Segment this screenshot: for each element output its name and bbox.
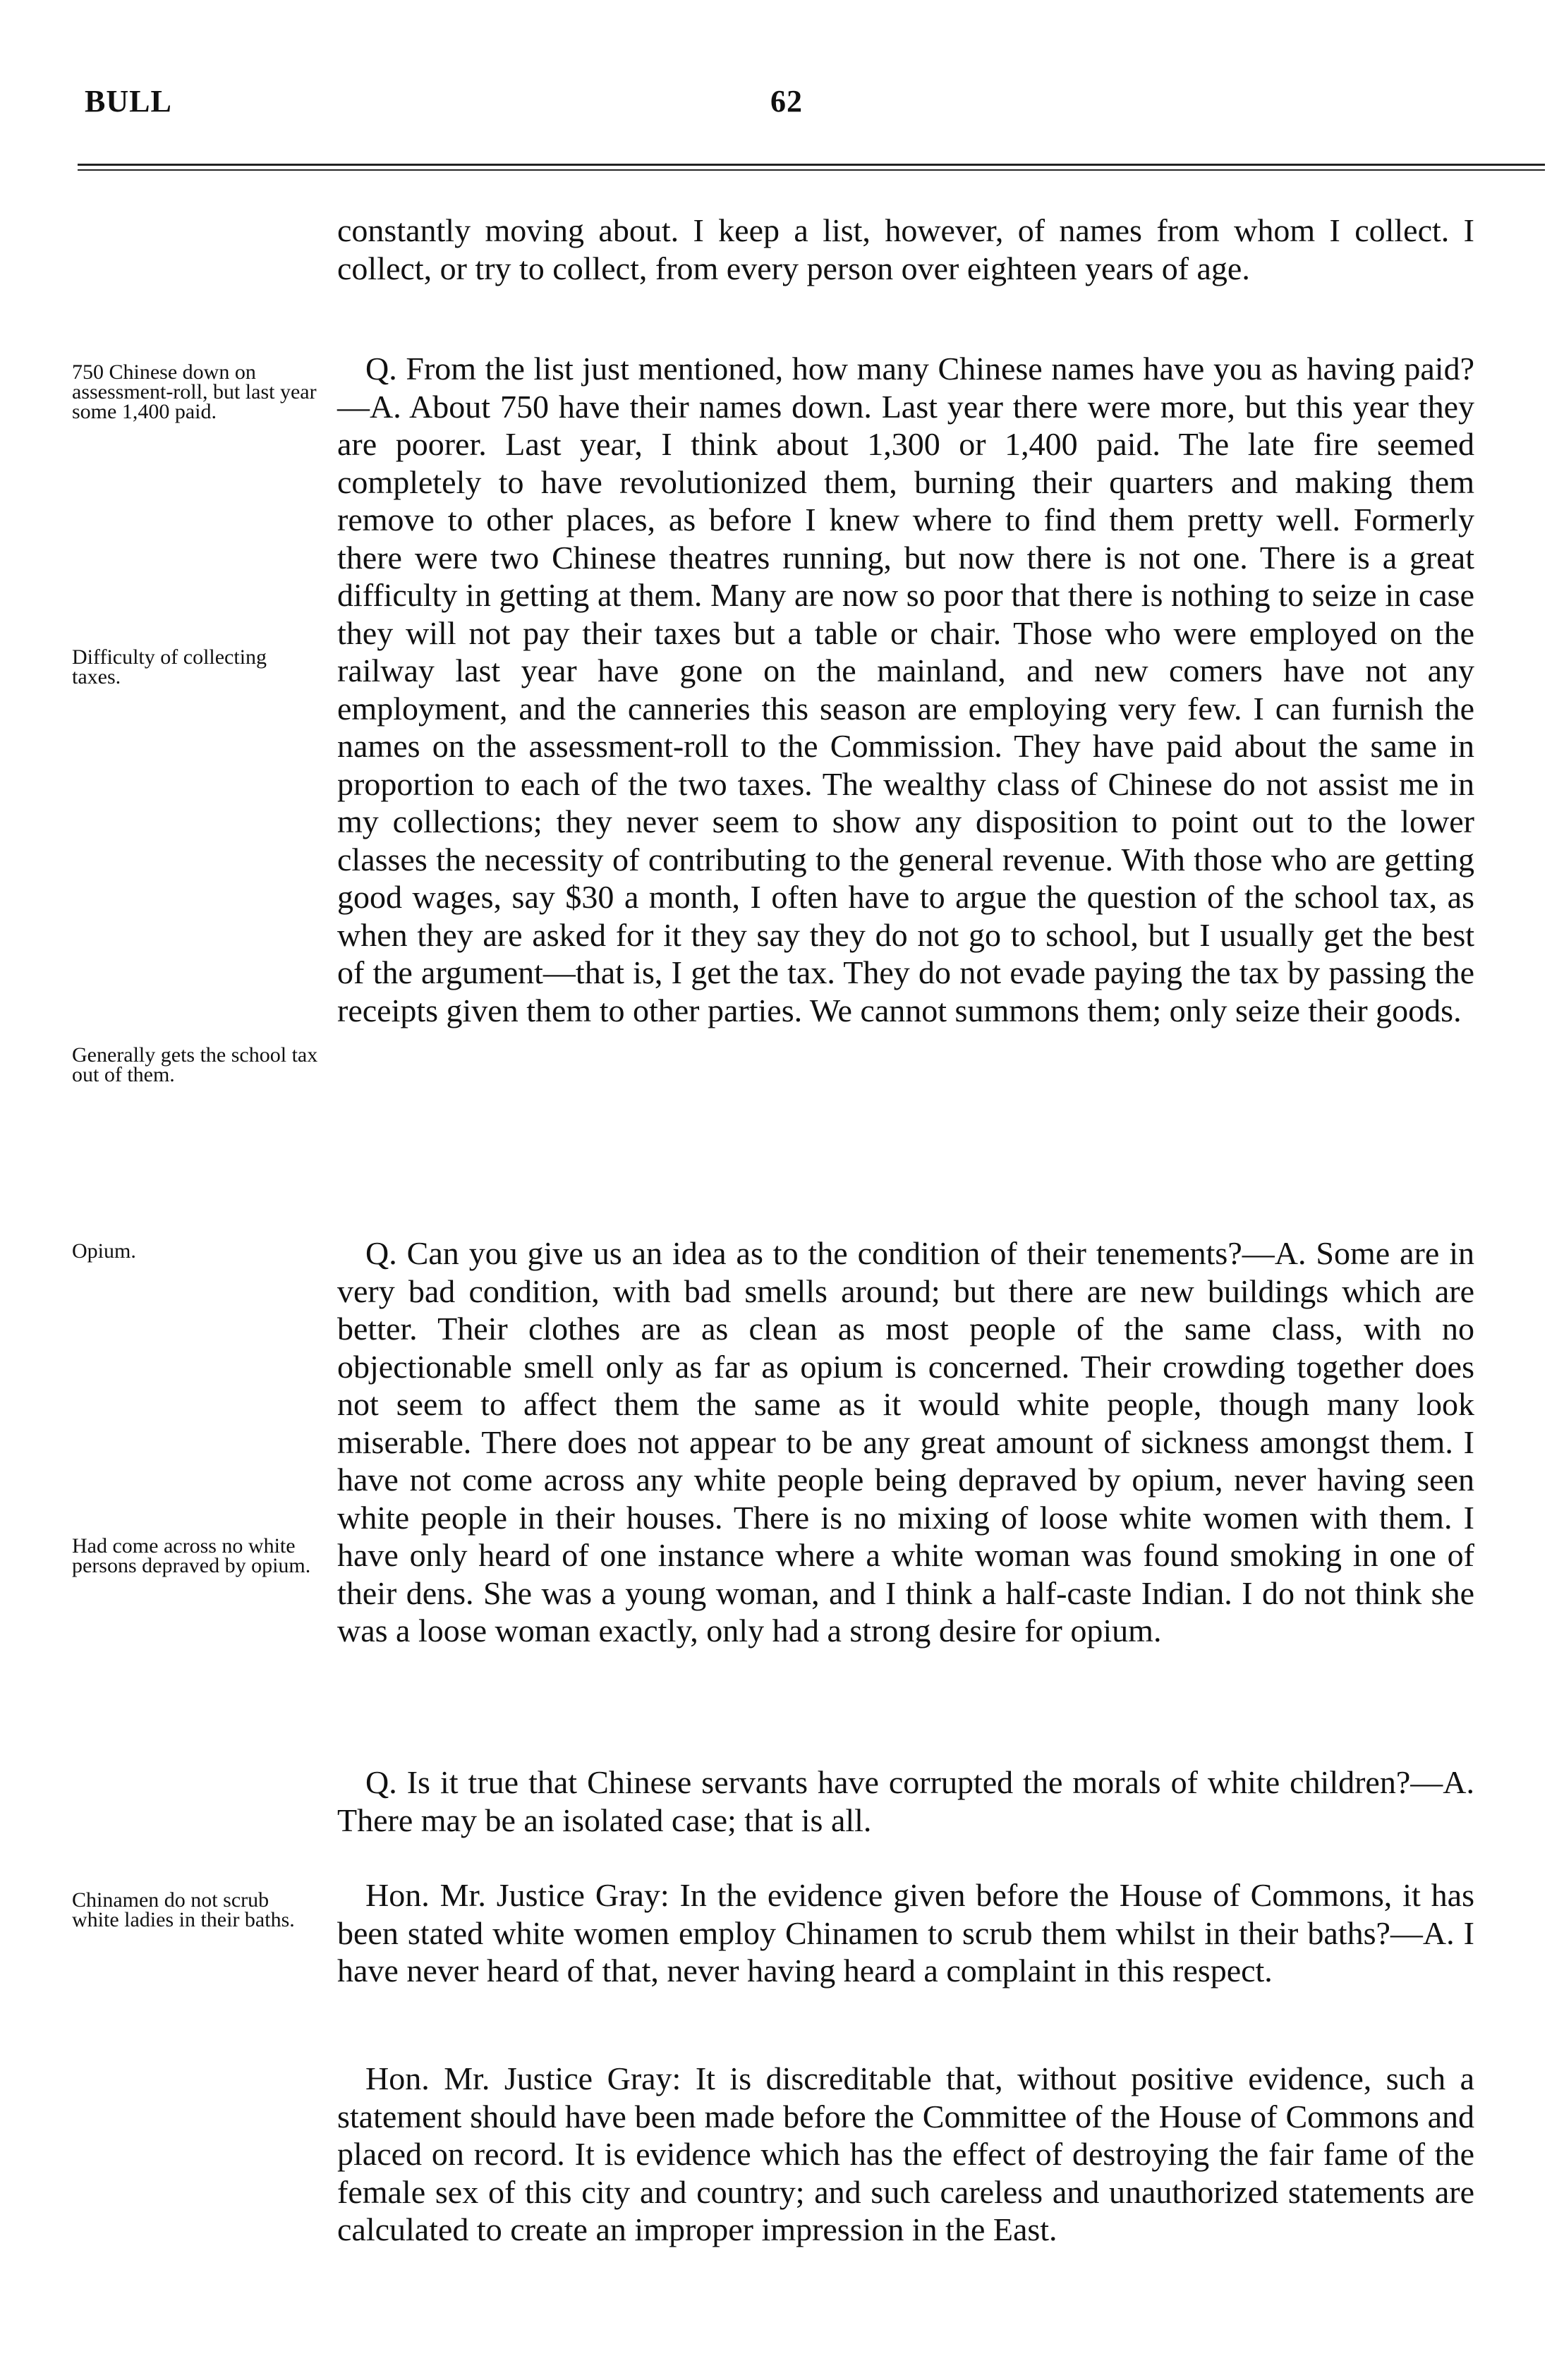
margin-note-baths: Chinamen do not scrub white ladies in their baths. (72, 1888, 295, 1931)
margin-note-depraved: Had come across no white persons depraved by opium. (72, 1534, 311, 1577)
margin-note-assessment-roll: 750 Chinese down on assessment-roll, but last year some 1,400 paid. (72, 360, 317, 423)
margin-note-opium: Opium. (72, 1239, 136, 1263)
header-rule-thin (78, 169, 1545, 171)
paragraph-tax-list: Q. From the list just mentioned, how many Chinese names have you as having paid?—A. About 750 have their names down. Last year there were more, but this year they are poorer. Last year, I think about 1,300 or 1,400 paid. The late fire seemed completely to have revolutionized them, burning their quarters and making them remove to other places, as before I knew where to find them pretty well. Formerly there were two Chinese theatres running, but now there is not one. There is a great difficulty in getting at them. Many are now so poor that there is nothing to seize in case they will not pay their taxes but a table or chair. Those who were employed on the railway last year have gone on the mainland, and new comers have not any employment, and the canneries this season are employing very few. I can furnish the names on the assessment-roll to the Commission. They have paid about the same in proportion to each of the two taxes. The wealthy class of Chinese do not assist me in my collections; they never seem to show any disposition to point out to the lower classes the necessity of contributing to the general revenue. With those who are getting good wages, say $30 a month, I often have to argue the question of the school tax, as when they are asked for it they say they do not go to school, but I usually get the best of the argument—that is, I get the tax. They do not evade paying the tax by passing the receipts given them to other parties. We cannot summons them; only seize their goods. (337, 351, 1474, 1028)
paragraph-servants: Q. Is it true that Chinese servants have corrupted the morals of white children?—A. There may be an isolated case; that is all. (337, 1764, 1474, 1838)
paragraph-continuation: constantly moving about. I keep a list, however, of names from whom I collect. I collect, or try to collect, from every person over eighteen years of age. (337, 212, 1474, 286)
running-head-title: BULL (85, 84, 172, 119)
margin-note-collecting-taxes: Difficulty of collecting taxes. (72, 645, 267, 688)
paragraph-justice-gray-question: Hon. Mr. Justice Gray: In the evidence given before the House of Commons, it has been stated white women employ Chinamen to scrub them whilst in their baths?—A. I have never heard of that, never having heard a complaint in this respect. (337, 1877, 1474, 1989)
paragraph-justice-gray-statement: Hon. Mr. Justice Gray: It is discreditable that, without positive evidence, such a statement should have been made before the Committee of the House of Commons and placed on record. It is evidence which has the effect of destroying the fair fame of the female sex of this city and country; and such careless and unauthorized statements are calculated to create an improper impression in the East. (337, 2060, 1474, 2247)
page-number: 62 (770, 84, 803, 119)
header-rule (78, 164, 1545, 166)
paragraph-tenements: Q. Can you give us an idea as to the condition of their tenements?—A. Some are in very bad condition, with bad smells around; but there are new buildings which are better. Their clothes are as clean as most people of the same class, with no objectionable smell only as far as opium is concerned. Their crowding together does not seem to affect them the same as it would white people, though many look miserable. There does not appear to be any great amount of sickness amongst them. I have not come across any white people being depraved by opium, never having seen white people in their houses. There is no mixing of loose white women with them. I have only heard of one instance where a white woman was found smoking in one of their dens. She was a young woman, and I think a half-caste Indian. I do not think she was a loose woman exactly, only had a strong desire for opium. (337, 1235, 1474, 1649)
margin-note-school-tax: Generally gets the school tax out of them. (72, 1043, 318, 1086)
